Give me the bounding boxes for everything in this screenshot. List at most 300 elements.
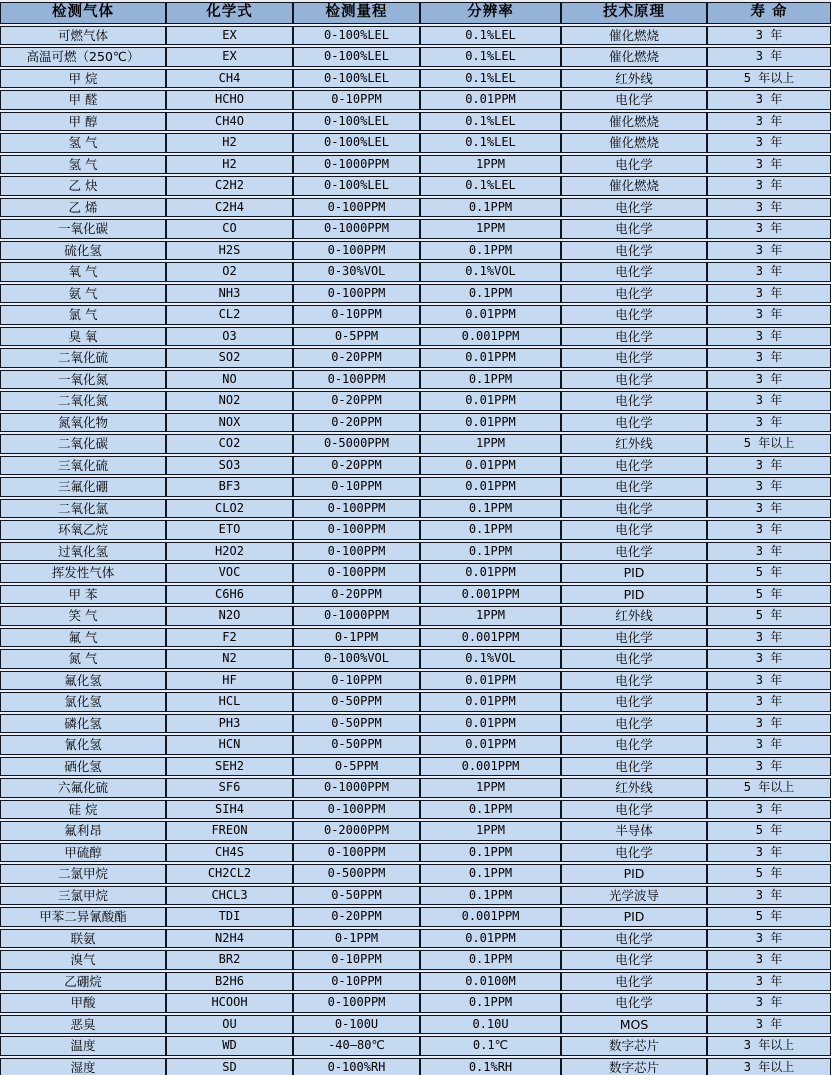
cell-gas: 高温可燃（250℃）: [0, 47, 166, 67]
cell-gas: 氨 气: [0, 284, 166, 304]
cell-formula: SF6: [166, 778, 293, 798]
column-header-range: 检测量程: [293, 2, 420, 24]
cell-principle: 电化学: [561, 241, 707, 261]
cell-principle: 电化学: [561, 284, 707, 304]
cell-resolution: 0.01PPM: [420, 714, 561, 734]
cell-principle: PID: [561, 585, 707, 605]
cell-resolution: 0.1PPM: [420, 241, 561, 261]
cell-lifespan: 3 年: [707, 1015, 831, 1035]
cell-formula: CH2CL2: [166, 864, 293, 884]
cell-gas: 笑 气: [0, 606, 166, 626]
cell-gas: 甲 醇: [0, 112, 166, 132]
table-row: [0, 972, 831, 992]
table-row: [0, 1036, 831, 1056]
cell-resolution: 0.1%RH: [420, 1058, 561, 1075]
cell-formula: CO2: [166, 434, 293, 454]
cell-formula: OU: [166, 1015, 293, 1035]
cell-gas: 磷化氢: [0, 714, 166, 734]
cell-formula: H2O2: [166, 542, 293, 562]
table-row: [0, 800, 831, 820]
cell-principle: 光学波导: [561, 886, 707, 906]
cell-range: 0-1000PPM: [293, 219, 420, 239]
cell-principle: 数字芯片: [561, 1036, 707, 1056]
cell-lifespan: 3 年: [707, 649, 831, 669]
cell-gas: 三氯甲烷: [0, 886, 166, 906]
cell-principle: 电化学: [561, 692, 707, 712]
cell-formula: H2S: [166, 241, 293, 261]
table-row: [0, 26, 831, 46]
cell-lifespan: 3 年: [707, 800, 831, 820]
cell-range: 0-100PPM: [293, 499, 420, 519]
table-row: [0, 90, 831, 110]
cell-formula: PH3: [166, 714, 293, 734]
cell-lifespan: 5 年: [707, 821, 831, 841]
cell-resolution: 0.1%VOL: [420, 649, 561, 669]
cell-lifespan: 3 年: [707, 542, 831, 562]
cell-lifespan: 5 年: [707, 864, 831, 884]
cell-resolution: 0.1%LEL: [420, 112, 561, 132]
table-row: [0, 542, 831, 562]
column-header-lifespan: 寿 命: [707, 2, 831, 24]
table-row: [0, 757, 831, 777]
cell-resolution: 0.1PPM: [420, 864, 561, 884]
cell-resolution: 0.1PPM: [420, 520, 561, 540]
cell-principle: 电化学: [561, 950, 707, 970]
cell-resolution: 0.1%LEL: [420, 133, 561, 153]
cell-resolution: 0.001PPM: [420, 585, 561, 605]
cell-resolution: 0.1PPM: [420, 993, 561, 1013]
cell-formula: SO2: [166, 348, 293, 368]
cell-lifespan: 3 年: [707, 348, 831, 368]
cell-principle: 催化燃烧: [561, 133, 707, 153]
cell-formula: SEH2: [166, 757, 293, 777]
cell-range: 0-10PPM: [293, 477, 420, 497]
table-row: [0, 735, 831, 755]
cell-lifespan: 3 年: [707, 305, 831, 325]
table-row: [0, 606, 831, 626]
cell-lifespan: 5 年: [707, 606, 831, 626]
cell-range: 0-1000PPM: [293, 155, 420, 175]
cell-resolution: 0.01PPM: [420, 348, 561, 368]
cell-range: 0-1PPM: [293, 628, 420, 648]
table-body: [0, 26, 831, 1075]
cell-formula: H2: [166, 133, 293, 153]
table-row: [0, 477, 831, 497]
cell-lifespan: 3 年: [707, 198, 831, 218]
cell-principle: PID: [561, 907, 707, 927]
cell-principle: 红外线: [561, 69, 707, 89]
table-row: [0, 348, 831, 368]
cell-lifespan: 5 年以上: [707, 434, 831, 454]
table-row: [0, 628, 831, 648]
table-row: [0, 284, 831, 304]
cell-principle: 电化学: [561, 993, 707, 1013]
cell-resolution: 0.1PPM: [420, 499, 561, 519]
cell-formula: CL2: [166, 305, 293, 325]
cell-range: 0-20PPM: [293, 348, 420, 368]
cell-formula: HF: [166, 671, 293, 691]
cell-principle: 红外线: [561, 434, 707, 454]
table-row: [0, 133, 831, 153]
cell-gas: 二氧化氯: [0, 499, 166, 519]
cell-resolution: 0.01PPM: [420, 692, 561, 712]
table-row: [0, 886, 831, 906]
cell-resolution: 0.10U: [420, 1015, 561, 1035]
cell-resolution: 0.01PPM: [420, 413, 561, 433]
table-row: [0, 843, 831, 863]
cell-formula: CHCL3: [166, 886, 293, 906]
table-row: [0, 241, 831, 261]
cell-lifespan: 3 年: [707, 133, 831, 153]
cell-range: 0-10PPM: [293, 950, 420, 970]
cell-range: 0-5000PPM: [293, 434, 420, 454]
cell-resolution: 0.1%LEL: [420, 47, 561, 67]
cell-formula: CLO2: [166, 499, 293, 519]
table-row: [0, 864, 831, 884]
cell-formula: O3: [166, 327, 293, 347]
cell-resolution: 0.1PPM: [420, 800, 561, 820]
cell-formula: NH3: [166, 284, 293, 304]
cell-resolution: 1PPM: [420, 821, 561, 841]
cell-gas: 挥发性气体: [0, 563, 166, 583]
cell-formula: NO: [166, 370, 293, 390]
cell-principle: 电化学: [561, 628, 707, 648]
cell-resolution: 0.01PPM: [420, 90, 561, 110]
cell-resolution: 0.1PPM: [420, 886, 561, 906]
cell-range: 0-10PPM: [293, 671, 420, 691]
cell-principle: 催化燃烧: [561, 47, 707, 67]
cell-gas: 氮 气: [0, 649, 166, 669]
cell-lifespan: 3 年: [707, 219, 831, 239]
table-row: [0, 950, 831, 970]
cell-principle: 电化学: [561, 757, 707, 777]
cell-formula: WD: [166, 1036, 293, 1056]
cell-range: 0-100PPM: [293, 241, 420, 261]
cell-gas: 甲酸: [0, 993, 166, 1013]
cell-formula: O2: [166, 262, 293, 282]
cell-lifespan: 3 年: [707, 950, 831, 970]
cell-gas: 氯化氢: [0, 692, 166, 712]
cell-lifespan: 3 年: [707, 993, 831, 1013]
cell-principle: 电化学: [561, 714, 707, 734]
cell-principle: 催化燃烧: [561, 26, 707, 46]
cell-formula: HCN: [166, 735, 293, 755]
cell-lifespan: 3 年: [707, 843, 831, 863]
cell-lifespan: 3 年: [707, 370, 831, 390]
table-row: [0, 499, 831, 519]
cell-principle: 电化学: [561, 499, 707, 519]
cell-resolution: 0.01PPM: [420, 671, 561, 691]
cell-lifespan: 3 年: [707, 628, 831, 648]
cell-range: 0-500PPM: [293, 864, 420, 884]
table-row: [0, 1058, 831, 1075]
cell-range: -40—80℃: [293, 1036, 420, 1056]
cell-gas: 甲 苯: [0, 585, 166, 605]
cell-range: 0-100PPM: [293, 843, 420, 863]
cell-lifespan: 3 年: [707, 735, 831, 755]
cell-lifespan: 3 年: [707, 262, 831, 282]
cell-gas: 甲 烷: [0, 69, 166, 89]
cell-principle: 红外线: [561, 606, 707, 626]
cell-gas: 臭 氧: [0, 327, 166, 347]
cell-gas: 一氧化碳: [0, 219, 166, 239]
cell-principle: 电化学: [561, 90, 707, 110]
cell-gas: 三氟化硼: [0, 477, 166, 497]
table-row: [0, 305, 831, 325]
cell-gas: 湿度: [0, 1058, 166, 1075]
cell-gas: 甲硫醇: [0, 843, 166, 863]
cell-gas: 硒化氢: [0, 757, 166, 777]
cell-range: 0-100PPM: [293, 284, 420, 304]
cell-lifespan: 3 年: [707, 90, 831, 110]
cell-principle: 电化学: [561, 477, 707, 497]
table-row: [0, 671, 831, 691]
cell-formula: B2H6: [166, 972, 293, 992]
table-row: [0, 112, 831, 132]
cell-gas: 硫化氢: [0, 241, 166, 261]
cell-range: 0-1PPM: [293, 929, 420, 949]
cell-gas: 氮氧化物: [0, 413, 166, 433]
cell-lifespan: 5 年以上: [707, 778, 831, 798]
cell-range: 0-100PPM: [293, 370, 420, 390]
cell-gas: 乙硼烷: [0, 972, 166, 992]
cell-formula: F2: [166, 628, 293, 648]
cell-range: 0-5PPM: [293, 757, 420, 777]
table-row: [0, 262, 831, 282]
cell-range: 0-20PPM: [293, 585, 420, 605]
cell-lifespan: 3 年: [707, 284, 831, 304]
cell-resolution: 0.1PPM: [420, 542, 561, 562]
cell-range: 0-10PPM: [293, 305, 420, 325]
cell-lifespan: 3 年: [707, 241, 831, 261]
cell-resolution: 0.001PPM: [420, 327, 561, 347]
cell-formula: C6H6: [166, 585, 293, 605]
cell-formula: CH4O: [166, 112, 293, 132]
cell-resolution: 0.1PPM: [420, 950, 561, 970]
cell-principle: 电化学: [561, 348, 707, 368]
cell-resolution: 0.1℃: [420, 1036, 561, 1056]
cell-lifespan: 3 年: [707, 499, 831, 519]
table-row: [0, 563, 831, 583]
cell-gas: 乙 炔: [0, 176, 166, 196]
cell-resolution: 0.0100M: [420, 972, 561, 992]
cell-principle: 电化学: [561, 671, 707, 691]
cell-principle: 电化学: [561, 520, 707, 540]
cell-lifespan: 3 年: [707, 671, 831, 691]
table-row: [0, 993, 831, 1013]
cell-range: 0-1000PPM: [293, 778, 420, 798]
cell-gas: 恶臭: [0, 1015, 166, 1035]
cell-gas: 二氧化硫: [0, 348, 166, 368]
cell-principle: 电化学: [561, 735, 707, 755]
cell-formula: SIH4: [166, 800, 293, 820]
cell-formula: C2H4: [166, 198, 293, 218]
cell-range: 0-100%LEL: [293, 69, 420, 89]
cell-lifespan: 3 年: [707, 327, 831, 347]
cell-principle: 电化学: [561, 198, 707, 218]
column-header-gas: 检测气体: [0, 2, 166, 24]
cell-resolution: 0.01PPM: [420, 391, 561, 411]
cell-formula: NOX: [166, 413, 293, 433]
cell-principle: 电化学: [561, 155, 707, 175]
cell-resolution: 0.001PPM: [420, 757, 561, 777]
cell-lifespan: 3 年: [707, 714, 831, 734]
cell-range: 0-100%LEL: [293, 133, 420, 153]
cell-principle: 电化学: [561, 456, 707, 476]
cell-gas: 甲苯二异氰酸酯: [0, 907, 166, 927]
cell-principle: 电化学: [561, 843, 707, 863]
cell-lifespan: 3 年: [707, 413, 831, 433]
column-header-resolution: 分辨率: [420, 2, 561, 24]
cell-formula: HCL: [166, 692, 293, 712]
cell-formula: CO: [166, 219, 293, 239]
table-row: [0, 413, 831, 433]
cell-principle: 电化学: [561, 800, 707, 820]
cell-formula: EX: [166, 26, 293, 46]
cell-resolution: 0.001PPM: [420, 628, 561, 648]
cell-gas: 甲 醛: [0, 90, 166, 110]
cell-formula: SD: [166, 1058, 293, 1075]
cell-principle: 电化学: [561, 972, 707, 992]
table-row: [0, 714, 831, 734]
cell-range: 0-20PPM: [293, 413, 420, 433]
table-row: [0, 176, 831, 196]
cell-formula: C2H2: [166, 176, 293, 196]
cell-principle: 红外线: [561, 778, 707, 798]
cell-gas: 环氧乙烷: [0, 520, 166, 540]
table-row: [0, 907, 831, 927]
table-row: [0, 692, 831, 712]
cell-lifespan: 3 年: [707, 112, 831, 132]
cell-lifespan: 3 年以上: [707, 1058, 831, 1075]
cell-formula: N2: [166, 649, 293, 669]
table-row: [0, 778, 831, 798]
cell-resolution: 0.1PPM: [420, 843, 561, 863]
cell-resolution: 0.01PPM: [420, 563, 561, 583]
cell-resolution: 1PPM: [420, 434, 561, 454]
cell-range: 0-100%LEL: [293, 26, 420, 46]
cell-gas: 六氟化硫: [0, 778, 166, 798]
cell-range: 0-100%RH: [293, 1058, 420, 1075]
table-row: [0, 456, 831, 476]
cell-formula: N2H4: [166, 929, 293, 949]
cell-resolution: 0.01PPM: [420, 477, 561, 497]
cell-resolution: 0.001PPM: [420, 907, 561, 927]
cell-resolution: 0.1PPM: [420, 284, 561, 304]
cell-lifespan: 3 年: [707, 520, 831, 540]
cell-resolution: 1PPM: [420, 219, 561, 239]
cell-range: 0-20PPM: [293, 391, 420, 411]
cell-lifespan: 3 年: [707, 692, 831, 712]
cell-range: 0-50PPM: [293, 714, 420, 734]
cell-lifespan: 3 年以上: [707, 1036, 831, 1056]
cell-gas: 氧 气: [0, 262, 166, 282]
column-header-principle: 技术原理: [561, 2, 707, 24]
cell-formula: BF3: [166, 477, 293, 497]
cell-gas: 氟 气: [0, 628, 166, 648]
table-row: [0, 155, 831, 175]
cell-resolution: 0.1PPM: [420, 198, 561, 218]
cell-lifespan: 3 年: [707, 47, 831, 67]
cell-range: 0-100PPM: [293, 542, 420, 562]
cell-principle: 电化学: [561, 327, 707, 347]
table-row: [0, 821, 831, 841]
cell-formula: HCOOH: [166, 993, 293, 1013]
cell-range: 0-2000PPM: [293, 821, 420, 841]
cell-gas: 二氧化碳: [0, 434, 166, 454]
cell-range: 0-50PPM: [293, 692, 420, 712]
cell-lifespan: 5 年以上: [707, 69, 831, 89]
table-row: [0, 198, 831, 218]
cell-resolution: 0.01PPM: [420, 305, 561, 325]
cell-gas: 三氧化硫: [0, 456, 166, 476]
cell-formula: CH4: [166, 69, 293, 89]
cell-lifespan: 3 年: [707, 176, 831, 196]
cell-lifespan: 3 年: [707, 972, 831, 992]
cell-resolution: 1PPM: [420, 155, 561, 175]
cell-principle: PID: [561, 864, 707, 884]
cell-lifespan: 3 年: [707, 155, 831, 175]
cell-formula: SO3: [166, 456, 293, 476]
cell-gas: 氢 气: [0, 155, 166, 175]
table-row: [0, 929, 831, 949]
cell-resolution: 0.1%LEL: [420, 69, 561, 89]
cell-gas: 联氨: [0, 929, 166, 949]
cell-range: 0-100%LEL: [293, 47, 420, 67]
cell-resolution: 1PPM: [420, 778, 561, 798]
cell-gas: 氟利昂: [0, 821, 166, 841]
cell-principle: 催化燃烧: [561, 176, 707, 196]
cell-range: 0-5PPM: [293, 327, 420, 347]
table-row: [0, 327, 831, 347]
cell-gas: 可燃气体: [0, 26, 166, 46]
cell-gas: 二氯甲烷: [0, 864, 166, 884]
table-row: [0, 1015, 831, 1035]
cell-lifespan: 5 年: [707, 585, 831, 605]
cell-range: 0-100%LEL: [293, 112, 420, 132]
cell-formula: EX: [166, 47, 293, 67]
cell-formula: HCHO: [166, 90, 293, 110]
cell-formula: H2: [166, 155, 293, 175]
cell-range: 0-100PPM: [293, 198, 420, 218]
table-row: [0, 69, 831, 89]
cell-gas: 氰化氢: [0, 735, 166, 755]
cell-formula: N2O: [166, 606, 293, 626]
table-row: [0, 520, 831, 540]
cell-range: 0-50PPM: [293, 735, 420, 755]
cell-resolution: 0.01PPM: [420, 735, 561, 755]
cell-range: 0-10PPM: [293, 90, 420, 110]
cell-gas: 二氧化氮: [0, 391, 166, 411]
cell-formula: TDI: [166, 907, 293, 927]
cell-resolution: 0.1%VOL: [420, 262, 561, 282]
cell-lifespan: 3 年: [707, 26, 831, 46]
cell-formula: ETO: [166, 520, 293, 540]
cell-formula: BR2: [166, 950, 293, 970]
cell-range: 0-100U: [293, 1015, 420, 1035]
cell-principle: 电化学: [561, 262, 707, 282]
cell-range: 0-100%LEL: [293, 176, 420, 196]
cell-resolution: 1PPM: [420, 606, 561, 626]
cell-gas: 氢 气: [0, 133, 166, 153]
cell-principle: 催化燃烧: [561, 112, 707, 132]
cell-gas: 氟化氢: [0, 671, 166, 691]
cell-lifespan: 5 年: [707, 563, 831, 583]
cell-range: 0-30%VOL: [293, 262, 420, 282]
cell-formula: FREON: [166, 821, 293, 841]
table-row: [0, 434, 831, 454]
cell-lifespan: 3 年: [707, 391, 831, 411]
